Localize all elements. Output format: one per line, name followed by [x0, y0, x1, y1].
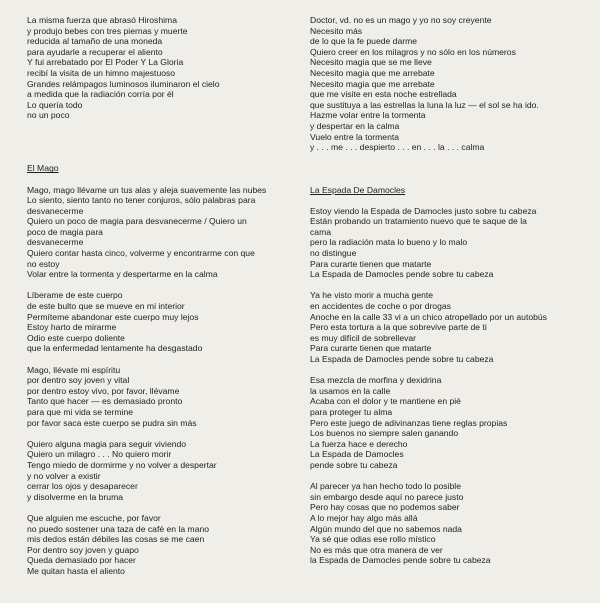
lyric-line: Hazme volar entre la tormenta	[310, 110, 426, 121]
lyric-line: La misma fuerza que abrasó Hiroshima	[27, 15, 177, 25]
lyric-line: Tanto que hacer — es demasiado pronto	[27, 396, 183, 407]
lyric-line: Quiero contar hasta cinco, volverme y encontrarme con que	[27, 248, 255, 259]
lyric-line: que me visite en esta noche estrellada	[310, 89, 457, 100]
lyric-line: Algún mundo del que no sabemos nada	[310, 523, 462, 534]
lyric-line: Permíteme abandonar este cuerpo muy lejos	[27, 311, 199, 322]
intro-stanza	[310, 15, 576, 153]
lyric-line: desvanecerme	[27, 205, 84, 216]
lyric-line: Por dentro soy joven y guapo	[27, 544, 139, 555]
lyric-line: Necesito magia que me arrebate	[310, 78, 435, 89]
lyric-line: poco de magia para	[27, 226, 103, 237]
lyric-line: para ayudarle a recuperar el aliento	[27, 46, 163, 57]
lyric-line: para proteger tu alma	[310, 406, 393, 417]
lyric-line: sin embargo desde aquí no parece justo	[310, 491, 464, 502]
lyric-line: a medida que la radiación corría por él	[27, 89, 174, 100]
lyric-line: La Espada de Damocles pende sobre tu cabeza	[310, 354, 494, 364]
stanza	[27, 185, 295, 280]
lyric-line: Quiero creer en los milagros y no sólo en los números	[310, 46, 516, 57]
lyric-line: Doctor, vd. no es un mago y yo no soy creyente	[310, 15, 492, 25]
lyric-line: Están probando un tratamiento nuevo que te saque de la	[310, 216, 527, 227]
lyric-line: no puedo sostener una taza de café en la mano	[27, 523, 210, 534]
lyric-line: y disolverme en la bruma	[27, 491, 124, 502]
lyric-line: Para curarte tienen que matarte	[310, 258, 432, 269]
lyric-line: la Espada de Damocles pende sobre tu cabeza	[310, 555, 491, 566]
lyric-line: Odio este cuerpo doliente	[27, 332, 125, 343]
intro-stanza	[27, 15, 295, 121]
el-mago-lyrics	[27, 185, 295, 577]
lyric-line: Necesito más	[310, 25, 363, 36]
lyric-line: Que alguien me escuche, por favor	[27, 512, 161, 523]
lyric-line: Necesito magia que me arrebate	[310, 67, 435, 78]
lyric-line: cerrar los ojos y desaparecer	[27, 481, 138, 492]
lyric-line: Volar entre la tormenta y despertarme en la calma	[27, 269, 218, 280]
lyric-line: no distingue	[310, 248, 357, 259]
lyric-line: mis dedos están débiles las cosas se me caen	[27, 534, 205, 545]
lyric-line: cama	[310, 226, 332, 237]
lyric-line: No es más que otra manera de ver	[310, 544, 443, 555]
lyric-line: Anoche en la calle 33 vi a un chico atropellado por un autobús	[310, 311, 547, 322]
lyric-line: por dentro estoy vivo, por favor, llévame	[27, 385, 180, 396]
lyric-line: que la enfermedad lentamente ha desgastado	[27, 343, 203, 354]
lyric-line: por dentro soy joven y vital	[27, 375, 130, 386]
lyric-line: La fuerza hace e derecho	[310, 438, 408, 449]
stanza	[27, 513, 295, 577]
lyric-line: Tengo miedo de dormirme y no volver a despertar	[27, 459, 217, 470]
lyric-line: Quiero un milagro . . . No quiero morir	[27, 449, 172, 460]
lyric-line: que sustituya a las estrellas la luna la luz — el sol se ha ido.	[310, 99, 539, 110]
lyric-line: Quiero un poco de magia para desvanecerme / Quiero un	[27, 216, 247, 227]
lyric-line: Me quitan hasta el aliento	[27, 565, 125, 576]
stanza	[27, 365, 295, 429]
lyric-line: Ya sé que odias ese rollo místico	[310, 534, 436, 545]
lyric-line: Mago, llévate mi espíritu	[27, 364, 121, 375]
lyric-line: Para curarte tienen que matarte	[310, 343, 432, 354]
lyric-line: Estoy viendo la Espada de Damocles justo sobre tu cabeza	[310, 205, 537, 216]
lyric-line: Pero esta tortura a la que sobrevive parte de ti	[310, 322, 487, 333]
stanza	[310, 375, 576, 470]
lyric-line: Lo siento, siento tanto no tener conjuros, sólo palabras para	[27, 195, 256, 206]
lyric-line: reducida al tamaño de una moneda	[27, 36, 163, 47]
lyric-line: Esa mezcla de morfina y dexidrina	[310, 375, 442, 386]
lyric-line: de este bulto que se mueve en mi interior	[27, 301, 185, 312]
lyric-line: Grandes relámpagos luminosos iluminaron el cielo	[27, 78, 220, 89]
lyric-line: La Espada de Damocles	[310, 449, 404, 460]
lyric-line: y . . . me . . . despierto . . . en . . . la . . . calma	[310, 142, 485, 153]
lyric-line: y no volver a existir	[27, 470, 101, 481]
stanza	[310, 481, 576, 566]
lyric-line: es muy difícil de sobrellevar	[310, 332, 417, 343]
stanza-gap	[310, 163, 576, 174]
lyric-line: Ya he visto morir a mucha gente	[310, 290, 434, 301]
stanza-gap	[27, 132, 295, 143]
lyric-line: A lo mejor hay algo más allá	[310, 512, 418, 523]
lyric-line: en accidentes de coche o por drogas	[310, 301, 451, 312]
stanza	[310, 290, 576, 364]
lyric-line: Acaba con el dolor y te mantiene en pié	[310, 396, 461, 407]
stanza	[27, 439, 295, 503]
stanza-gap	[27, 153, 295, 164]
lyric-line: Al parecer ya han hecho todo lo posible	[310, 481, 461, 492]
lyric-line: y produjo bebes con tres piernas y muerte	[27, 25, 188, 36]
song-title-espada-de-damocles: La Espada De Damocles	[310, 184, 406, 195]
lyric-line: no estoy	[27, 258, 60, 269]
lyric-line: Necesito magia que se me lleve	[310, 57, 432, 68]
lyric-line: y despertar en la calma	[310, 120, 400, 131]
right-column	[310, 15, 576, 576]
espada-de-damocles-lyrics	[310, 206, 576, 566]
lyric-line: La Espada de Damocles pende sobre tu cabeza	[310, 269, 494, 280]
lyric-line: Y fui arrebatado por El Poder Y La Gloria	[27, 57, 184, 68]
lyric-line: pende sobre tu cabeza	[310, 459, 398, 470]
song-title-el-mago: El Mago	[27, 163, 59, 174]
stanza	[27, 290, 295, 354]
left-column	[27, 15, 295, 587]
lyric-line: Lo quería todo	[27, 99, 83, 110]
lyric-line: pero la radiación mata lo bueno y lo malo	[310, 237, 468, 248]
lyric-line: de lo que la fe puede darme	[310, 36, 418, 47]
lyric-line: para que mi vida se termine	[27, 406, 134, 417]
stanza-gap	[310, 174, 576, 185]
stanza-gap	[27, 142, 295, 153]
lyric-line: Líberame de este cuerpo	[27, 290, 123, 301]
lyric-line: por favor saca este cuerpo se pudra sin más	[27, 417, 197, 428]
lyric-line: no un poco	[27, 110, 70, 121]
lyric-line: recibí la visita de un himno majestuoso	[27, 67, 176, 78]
lyric-line: Los buenos no siempre salen ganando	[310, 428, 459, 439]
stanza	[310, 206, 576, 280]
lyric-line: desvanecerme	[27, 237, 84, 248]
lyric-line: la usamos en la calle	[310, 385, 391, 396]
lyric-line: Vuelo entre la tormenta	[310, 131, 400, 142]
lyric-line: Estoy harto de mirarme	[27, 322, 117, 333]
lyric-line: Queda demasiado por hacer	[27, 555, 136, 566]
lyric-line: Mago, mago llévame un tus alas y aleja suavemente las nubes	[27, 184, 267, 195]
lyric-line: Pero hay cosas que no podemos saber	[310, 502, 460, 513]
lyric-line: Pero este juego de adivinanzas tiene reglas propias	[310, 417, 508, 428]
lyric-line: Quiero alguna magia para seguir viviendo	[27, 438, 187, 449]
